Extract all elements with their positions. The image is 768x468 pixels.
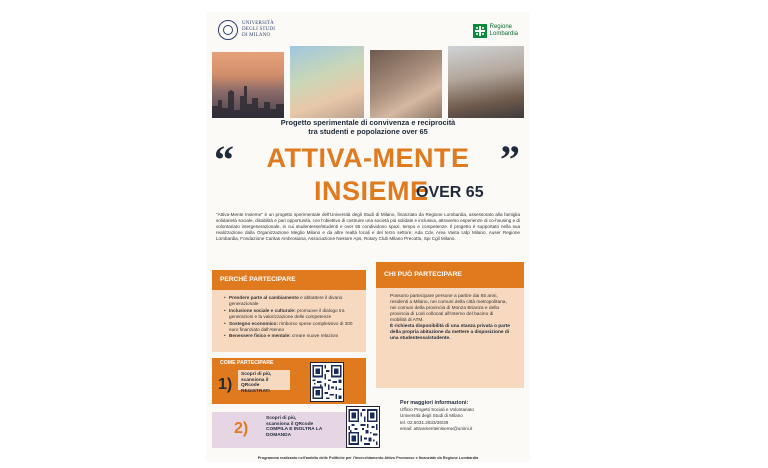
contact-phone: tel. 02.5031.2833/36/39 bbox=[400, 419, 449, 425]
young-and-elderly-photo bbox=[290, 46, 364, 118]
university-name-line: DI MILANO bbox=[242, 33, 271, 38]
perche-list bbox=[220, 295, 358, 339]
project-subtitle bbox=[206, 118, 530, 136]
item-text: creare nuove relazioni bbox=[290, 333, 339, 339]
item-text: promuove il dialogo tra generazioni e la valorizzazione delle competenze bbox=[229, 307, 345, 319]
item-bold: Inclusione sociale e culturale: bbox=[229, 307, 296, 313]
chi-box bbox=[376, 288, 524, 388]
title-line-2: INSIEME bbox=[314, 176, 429, 206]
chi-bold-text: È richiesta disponibilità di una stanza privata o parte della propria abitazione da mettere a disposizione di una studentessa/studente. bbox=[390, 324, 510, 341]
step-1-label bbox=[238, 370, 290, 394]
poster bbox=[206, 12, 530, 462]
milan-skyline-photo bbox=[212, 52, 284, 118]
step-2-number: 2) bbox=[234, 420, 249, 437]
application-qr-code[interactable] bbox=[346, 406, 380, 448]
item-text: e abbattere il divario generazionale bbox=[229, 295, 343, 306]
list-item bbox=[225, 321, 358, 333]
contact-line: Università degli Studi di Milano bbox=[400, 413, 463, 419]
university-name bbox=[242, 21, 275, 39]
university-logo bbox=[218, 20, 275, 40]
smiling-student-photo bbox=[448, 46, 524, 118]
footer-note: Programma realizzato nell'ambito delle Politiche per l'Invecchiamento Attivo Promosse e finanziate da Regione Lombardia bbox=[257, 456, 479, 460]
step-2-label bbox=[266, 416, 346, 438]
university-name-line: UNIVERSITÀ bbox=[242, 21, 274, 26]
item-text: rimborso spese complessivo di 300 euro finanziato dall'Ateneo bbox=[229, 320, 353, 332]
step-1-line: scansiona il QRcode bbox=[241, 377, 269, 389]
perche-box bbox=[212, 290, 366, 352]
holding-hands-photo bbox=[370, 50, 442, 118]
title-line-1: ATTIVA-MENTE bbox=[266, 143, 470, 173]
list-item bbox=[225, 295, 358, 307]
register-qr-code[interactable] bbox=[310, 362, 344, 402]
region-logo-icon bbox=[473, 24, 487, 38]
intro-paragraph: "Attiva-Mente Insieme" è un progetto sperimentale dell'Università degli Studi di Milano, finanziato da Regione Lombardia, assessorato alla famiglia solidarietà sociale, disabilità e pari opportunità, con l'obiettivo di costruire una società più solidale e inclusiva, attraverso esperienze di co-housing e di volontariato intergenerazionale, in cui studentesse/studenti e over 65 condividono spazi, tempo e competenze. Il progetto è supportato nella sua realizzazione dalla Organizzazione Meglio Milano e da altre realtà locali e del terzo settore: Ada Cdv, Area Vasta Udp Milano, Auser Regione Lombardia, Fondazione Caritas Ambrosiana, Associazione Nestore Aps, Rotary Club Milano Precotto, Spi Cgil Milano. bbox=[216, 212, 520, 242]
subtitle-line: tra studenti e popolazione over 65 bbox=[308, 127, 428, 136]
step-2-line: Scopri di più, bbox=[266, 416, 297, 421]
step-1-line: Scopri di più, bbox=[241, 372, 272, 377]
open-quote-mark: “ bbox=[214, 137, 234, 182]
photo-strip bbox=[212, 46, 524, 118]
over-65-tag: OVER 65 bbox=[416, 184, 484, 201]
region-logo bbox=[473, 24, 518, 38]
contact-line: Ufficio Progetti Sociali e Volontariato bbox=[400, 407, 474, 413]
step-2-line: scansiona il QRcode bbox=[266, 421, 314, 427]
step-1-line: REGISTRATI bbox=[241, 388, 270, 394]
chi-text: Possono partecipare persone a partire dai 65 anni, residenti a Milano, nei comuni della città metropolitana, nei comuni della provincia di Monza Brianza e della provincia di Lodi collocati all'interno del bacino di mobilità di ATM. bbox=[390, 294, 507, 323]
list-item bbox=[225, 308, 358, 320]
item-bold: Sostegno economico: bbox=[229, 320, 278, 326]
contact-heading: Per maggiori informazioni: bbox=[400, 400, 469, 406]
region-name-line: Regione bbox=[489, 24, 512, 30]
come-heading: COME PARTECIPARE bbox=[212, 358, 366, 368]
region-name-line: Lombardia bbox=[489, 31, 518, 37]
step-2-line: COMPILA E INOLTRA LA DOMANDA bbox=[266, 427, 323, 438]
contact-email[interactable]: email: attivamenteinsieme@unimi.it bbox=[400, 425, 473, 431]
contact-info bbox=[400, 400, 526, 432]
list-item bbox=[225, 333, 358, 339]
item-bold: Benessere fisico e mentale: bbox=[229, 333, 291, 339]
subtitle-line: Progetto sperimentale di convivenza e reciprocità bbox=[280, 118, 456, 127]
university-seal-icon bbox=[218, 20, 238, 40]
university-name-line: DEGLI STUDI bbox=[242, 27, 276, 32]
step-1-number: 1) bbox=[218, 376, 233, 393]
region-name bbox=[490, 24, 518, 38]
item-bold: Prendere parte al cambiamento bbox=[229, 295, 299, 300]
chi-heading: CHI PUÒ PARTECIPARE bbox=[376, 262, 524, 288]
close-quote-mark: ” bbox=[500, 137, 520, 182]
perche-heading: PERCHÉ PARTECIPARE bbox=[212, 270, 366, 290]
